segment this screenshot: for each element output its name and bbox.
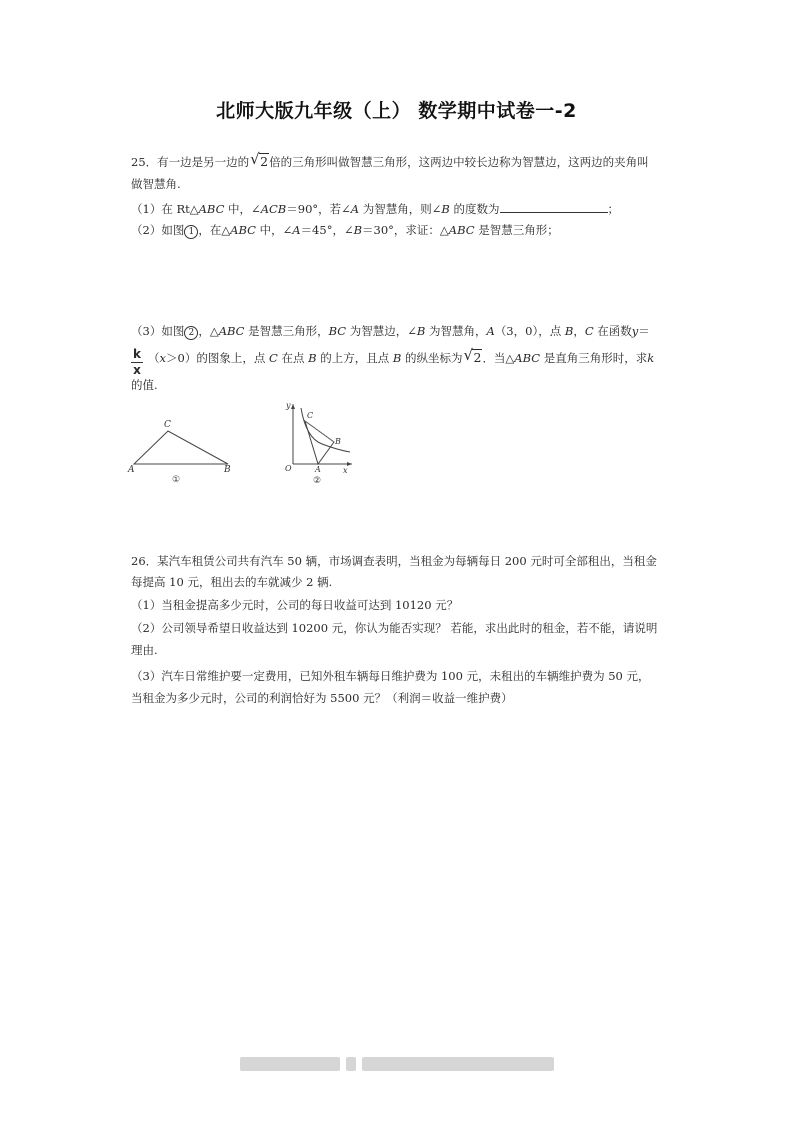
- fig1-caption: ①: [172, 475, 181, 485]
- sqrt-symbol: √ 2: [250, 154, 269, 170]
- fig2-label-x: x: [343, 466, 348, 475]
- q25-text: 25．有一边是另一边的: [131, 155, 250, 169]
- q25-part-3-cont: （x＞0）的图象上，点 C 在点 B 的上方，且点 B 的纵坐标为√ 2．当△ABC 是直角三角形时，求k: [148, 350, 654, 366]
- fig1-label-a: A: [128, 465, 135, 475]
- fig2-label-y: y: [286, 401, 291, 410]
- q25-part-3: （3）如图 2 ，△ABC 是智慧三角形，BC 为智慧边，∠B 为智慧角，A（3，0），点 B，C 在函数y＝: [131, 324, 650, 338]
- figure-1-triangle: [126, 412, 242, 488]
- q25-part-3-end: 的值.: [131, 378, 158, 392]
- q25-part-1: （1）在 Rt△ABC 中，∠ACB＝90°，若∠A 为智慧角，则∠B 的度数为 ；: [131, 202, 619, 216]
- fig2-label-o: O: [285, 464, 292, 473]
- q25-line-1: [131, 154, 649, 170]
- q26-part-2-cont: 理由.: [131, 643, 158, 657]
- footer-watermark: [240, 1057, 340, 1071]
- fig2-label-b: B: [335, 437, 341, 446]
- q26-line-1: 26．某汽车租赁公司共有汽车 50 辆，市场调查表明，当租金为每辆每日 200 元时可全部租出，当租金: [131, 554, 657, 568]
- fraction-k-over-x: $\frac{k}{x}$: [131, 347, 143, 378]
- figure-2-coordinate-graph: [280, 398, 360, 488]
- q26-part-1: （1）当租金提高多少元时，公司的每日收益可达到 10120 元？: [131, 598, 459, 612]
- fig2-caption: ②: [313, 476, 322, 486]
- q26-part-3-cont: 当租金为多少元时，公司的利润恰好为 5500 元？（利润＝收益一维护费）: [131, 691, 513, 705]
- fig2-label-c: C: [307, 411, 314, 420]
- fig1-label-b: B: [224, 465, 231, 475]
- fig2-label-a: A: [315, 465, 321, 474]
- q26-line-2: 每提高 10 元，租出去的车就减少 2 辆.: [131, 575, 333, 589]
- footer-watermark: [346, 1057, 356, 1071]
- page-title: 北师大版九年级（上） 数学期中试卷一-2: [216, 100, 577, 122]
- circled-number: 2: [184, 326, 198, 340]
- q25-text: 倍的三角形叫做智慧三角形，这两边中较长边称为智慧边，这两边的夹角叫: [269, 155, 649, 169]
- q25-line-2: 做智慧角.: [131, 177, 181, 191]
- q26-part-2: （2）公司领导希望日收益达到 10200 元，你认为能否实现？ 若能，求出此时的租金，若不能，请说明: [131, 621, 658, 635]
- circled-number: 1: [184, 225, 198, 239]
- answer-blank: [500, 201, 608, 213]
- footer-watermark: [362, 1057, 554, 1071]
- q25-part-2: （2）如图 1 ，在△ABC 中，∠A＝45°，∠B＝30°，求证：△ABC 是智慧三角形；: [131, 223, 559, 237]
- fig1-label-c: C: [164, 420, 171, 430]
- q26-part-3: （3）汽车日常维护要一定费用，已知外租车辆每日维护费为 100 元，未租出的车辆维护费为 50 元，: [131, 669, 650, 683]
